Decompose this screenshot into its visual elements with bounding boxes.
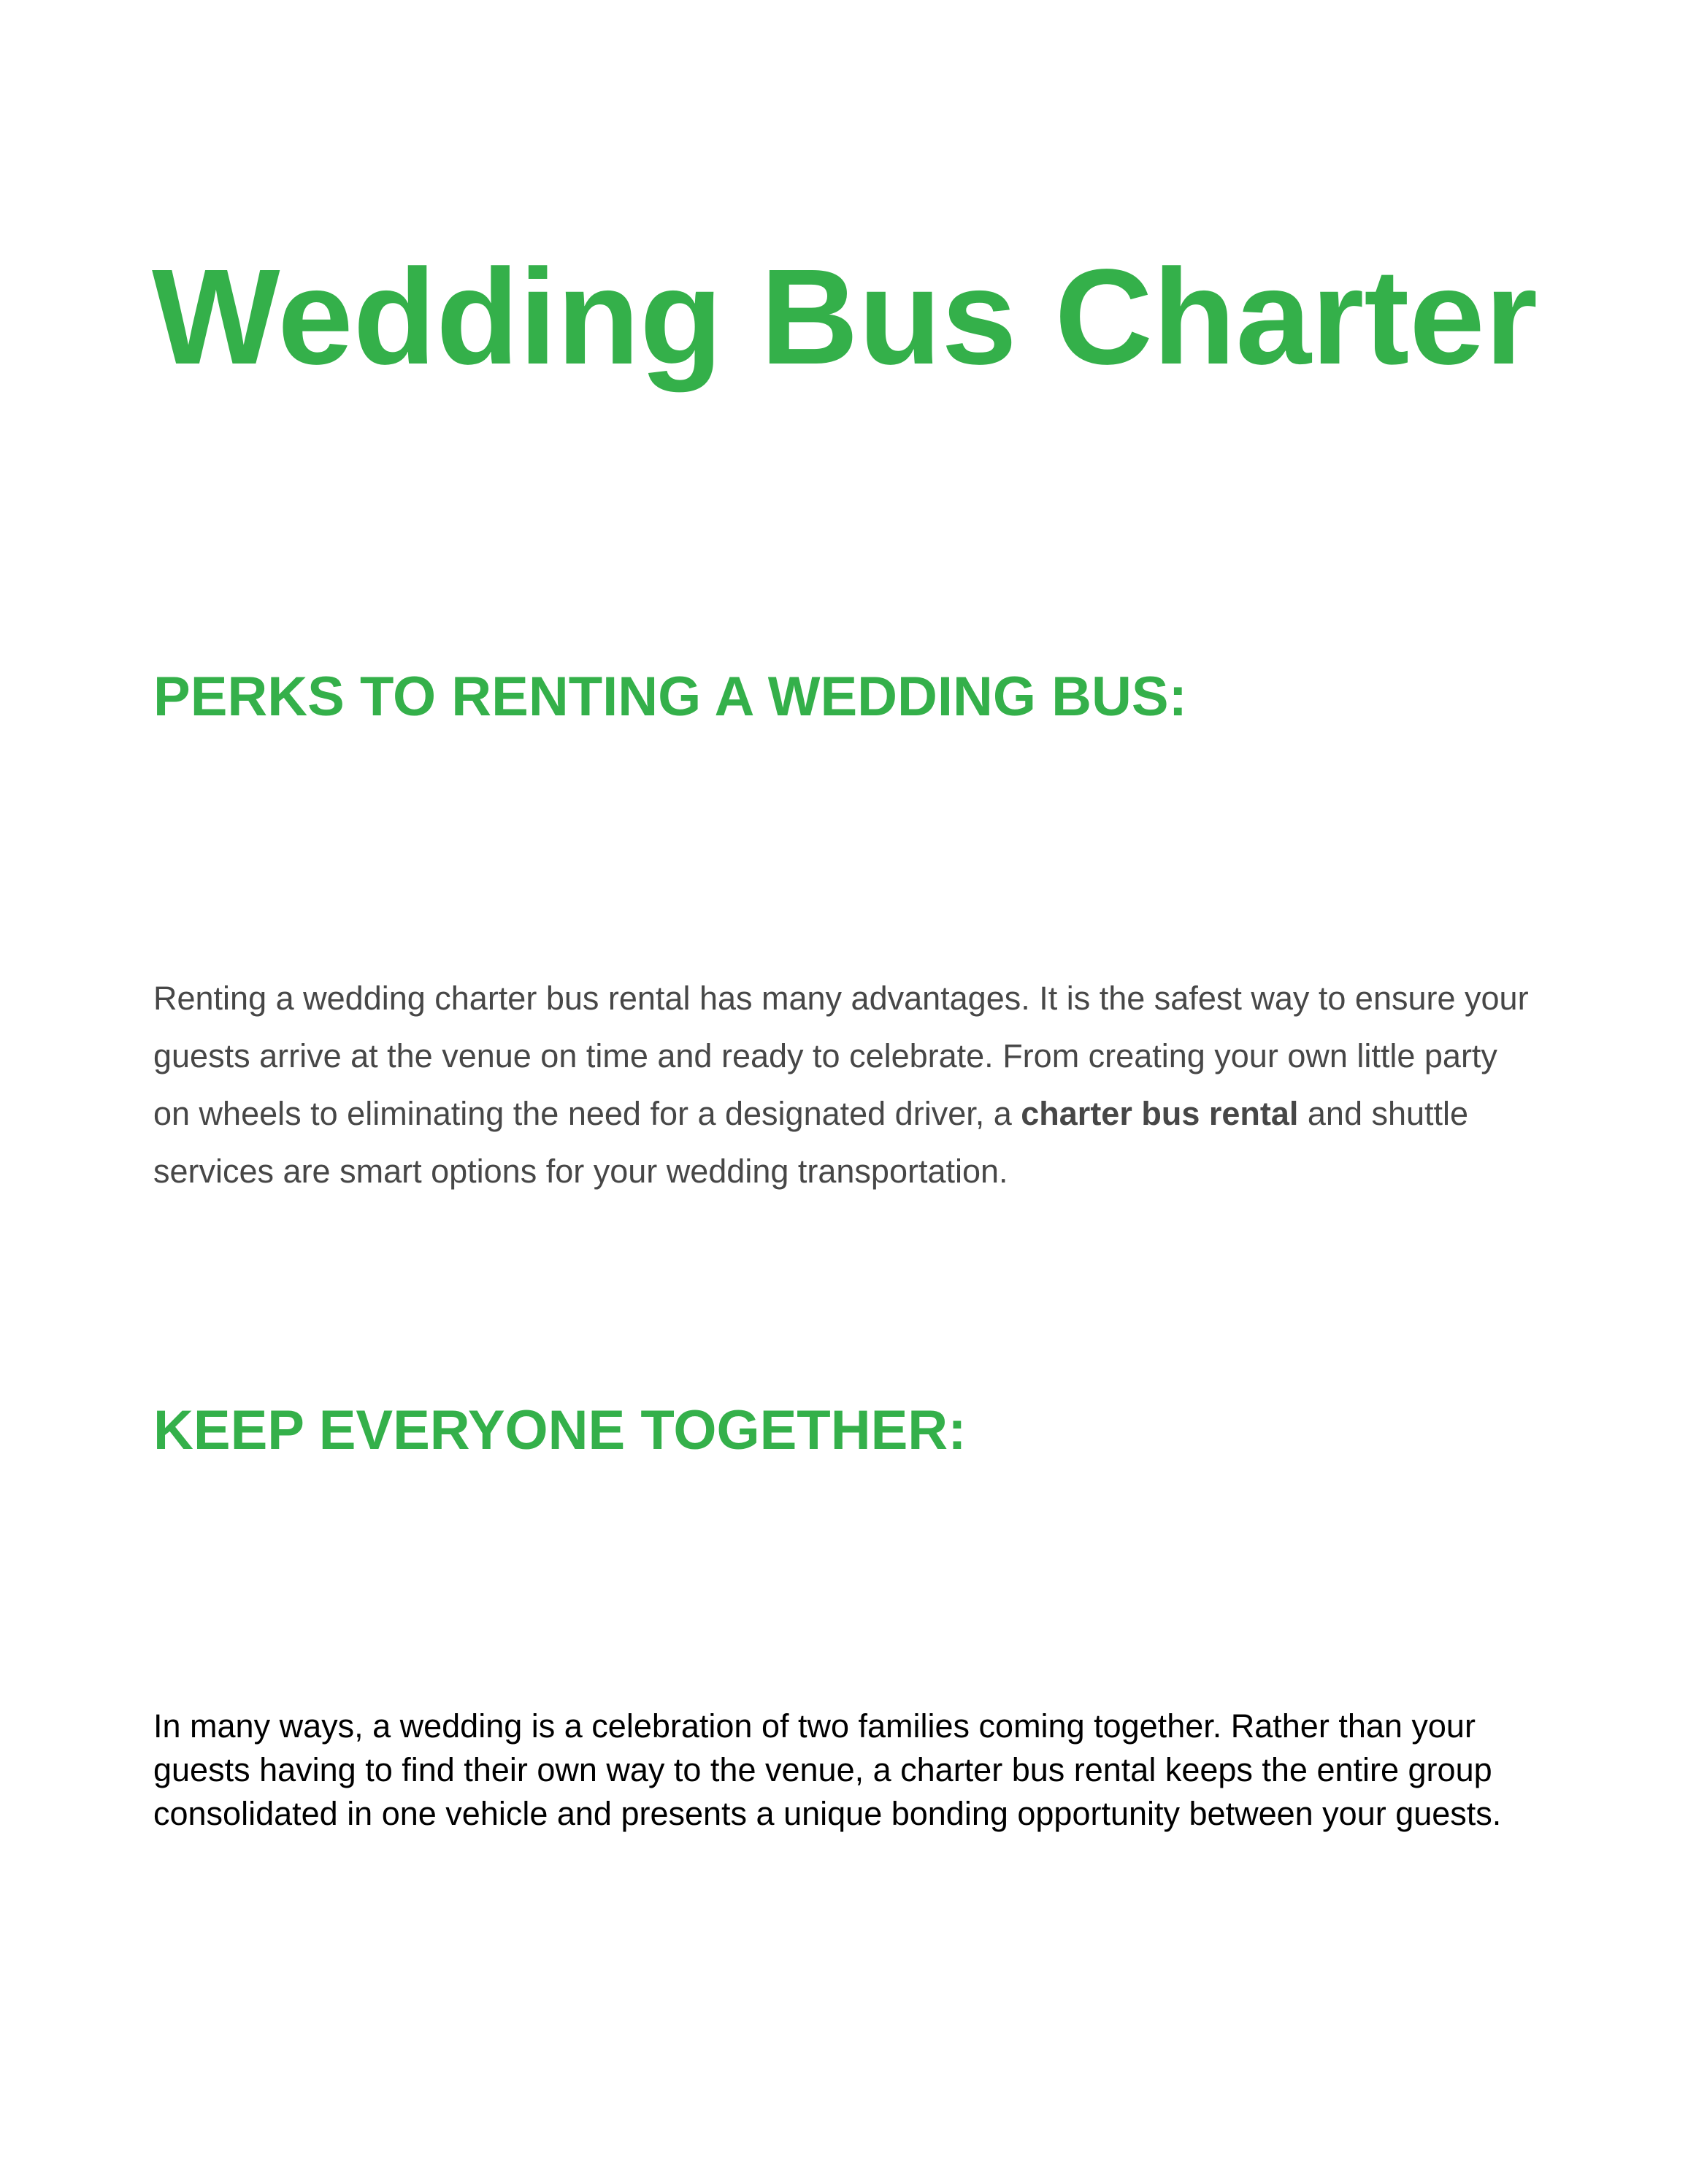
section-heading-perks: PERKS TO RENTING A WEDDING BUS: (153, 666, 1187, 728)
paragraph-text-end: and shuttle services are smart options for your wedding transportation. (153, 1095, 1469, 1190)
section-paragraph-perks (153, 969, 1541, 1200)
document-title: Wedding Bus Charter (152, 242, 1538, 393)
bold-phrase-charter-bus-rental: charter bus rental (1021, 1095, 1299, 1132)
paragraph-text-start: Renting a wedding charter bus rental has many advantages. It is the safest way to ensure your guests arrive at the venue on time and ready to celebrate. From creating your own little party on wheels to eliminating the need for a designated driver, a (153, 980, 1529, 1132)
section-paragraph-keep-together: In many ways, a wedding is a celebration of two families coming together. Rather than your guests having to find their own way to the venue, a charter bus rental keeps the entire group consolidated in one vehicle and presents a unique bonding opportunity between your guests. (153, 1707, 1502, 1832)
section-heading-keep-together: KEEP EVERYONE TOGETHER: (153, 1399, 967, 1461)
